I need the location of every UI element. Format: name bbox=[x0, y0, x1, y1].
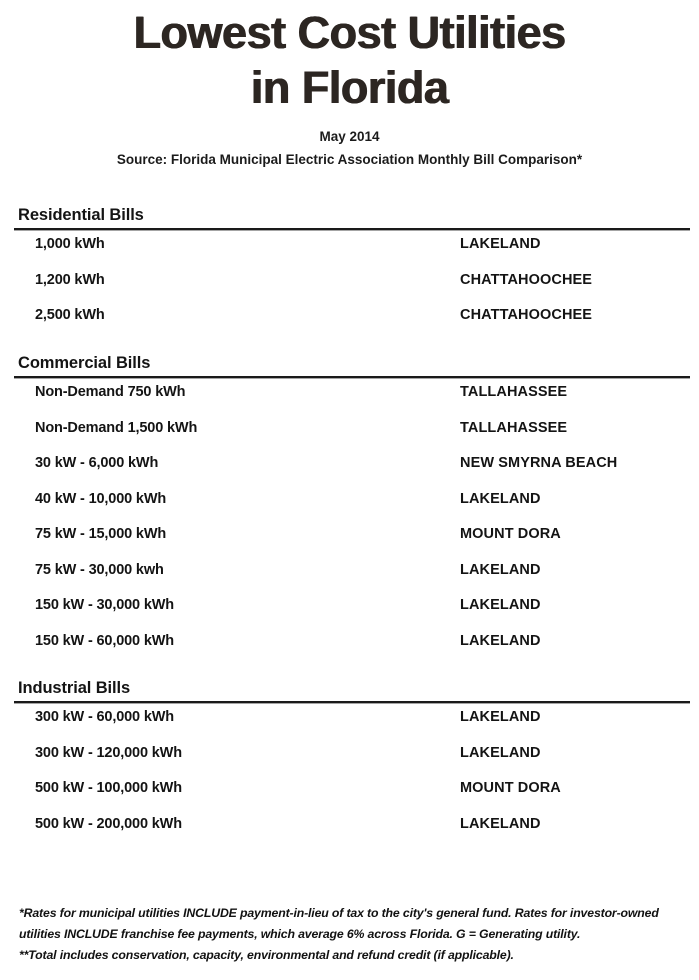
table-row bbox=[0, 597, 699, 633]
bill-utility-name: LAKELAND bbox=[460, 236, 541, 252]
bill-utility-name: TALLAHASSEE bbox=[460, 384, 568, 400]
bill-usage-label: Non-Demand 1,500 kWh bbox=[35, 419, 198, 436]
title-block bbox=[0, 8, 699, 169]
bill-usage-label: 40 kW - 10,000 kWh bbox=[35, 490, 167, 507]
bill-utility-name: LAKELAND bbox=[460, 561, 541, 578]
bill-utility-name: NEW SMYRNA BEACH bbox=[460, 455, 618, 471]
bill-utility-name: MOUNT DORA bbox=[460, 780, 561, 796]
table-row bbox=[0, 455, 699, 491]
bill-usage-label: 300 kW - 60,000 kWh bbox=[35, 709, 174, 725]
table-row bbox=[0, 633, 699, 669]
table-row bbox=[0, 420, 699, 456]
footnote-line: *Rates for municipal utilities INCLUDE payment-in-lieu of tax to the city's general fund. Rates for investor-owned bbox=[19, 906, 659, 920]
table-row bbox=[0, 491, 699, 527]
bill-utility-name: LAKELAND bbox=[460, 490, 541, 507]
table-row bbox=[0, 745, 699, 781]
footnote-line: **Total includes conservation, capacity, environmental and refund credit (if applicable). bbox=[19, 948, 514, 962]
bill-usage-label: 150 kW - 30,000 kWh bbox=[35, 597, 174, 613]
table-row bbox=[0, 526, 699, 562]
bill-usage-label: 1,200 kWh bbox=[35, 271, 105, 288]
bill-utility-name: LAKELAND bbox=[460, 815, 541, 832]
page-title-line-2: in Florida bbox=[250, 62, 449, 114]
footnote-line: utilities INCLUDE franchise fee payments, which average 6% across Florida. G = Generating utility. bbox=[19, 927, 581, 941]
table-row bbox=[0, 236, 699, 272]
bill-usage-label: 2,500 kWh bbox=[35, 307, 105, 323]
section-heading: Residential Bills bbox=[18, 206, 144, 224]
section-rows bbox=[0, 384, 699, 668]
bill-utility-name: LAKELAND bbox=[460, 597, 541, 613]
section-divider bbox=[14, 701, 690, 703]
table-row bbox=[0, 384, 699, 420]
section-heading: Commercial Bills bbox=[18, 354, 151, 372]
table-row bbox=[0, 709, 699, 745]
section-heading: Industrial Bills bbox=[18, 679, 131, 697]
section-divider bbox=[14, 376, 690, 378]
section-rows bbox=[0, 236, 699, 343]
table-row bbox=[0, 272, 699, 308]
footnotes bbox=[19, 903, 684, 966]
table-row bbox=[0, 307, 699, 343]
bill-usage-label: 500 kW - 100,000 kWh bbox=[35, 780, 182, 796]
bill-usage-label: 1,000 kWh bbox=[35, 236, 105, 252]
section-rows bbox=[0, 709, 699, 851]
bill-usage-label: 300 kW - 120,000 kWh bbox=[35, 744, 182, 761]
table-row bbox=[0, 562, 699, 598]
bill-utility-name: CHATTAHOOCHEE bbox=[460, 307, 593, 323]
table-row bbox=[0, 780, 699, 816]
bill-utility-name: LAKELAND bbox=[460, 744, 541, 761]
bill-usage-label: 75 kW - 15,000 kWh bbox=[35, 526, 167, 542]
table-row bbox=[0, 816, 699, 852]
page-title-line-1: Lowest Cost Utilities bbox=[133, 7, 566, 58]
bill-usage-label: 150 kW - 60,000 kWh bbox=[35, 632, 174, 649]
bill-usage-label: Non-Demand 750 kWh bbox=[35, 384, 186, 400]
bill-usage-label: 30 kW - 6,000 kWh bbox=[35, 455, 159, 471]
report-date: May 2014 bbox=[319, 128, 380, 144]
bill-utility-name: MOUNT DORA bbox=[460, 526, 561, 542]
bill-usage-label: 75 kW - 30,000 kwh bbox=[35, 561, 164, 578]
section-divider bbox=[14, 228, 690, 230]
bill-usage-label: 500 kW - 200,000 kWh bbox=[35, 815, 182, 832]
bill-utility-name: LAKELAND bbox=[460, 709, 541, 725]
bill-utility-name: TALLAHASSEE bbox=[460, 419, 568, 436]
bill-utility-name: CHATTAHOOCHEE bbox=[460, 271, 593, 288]
report-source: Source: Florida Municipal Electric Association Monthly Bill Comparison* bbox=[116, 152, 583, 167]
bill-utility-name: LAKELAND bbox=[460, 632, 541, 649]
